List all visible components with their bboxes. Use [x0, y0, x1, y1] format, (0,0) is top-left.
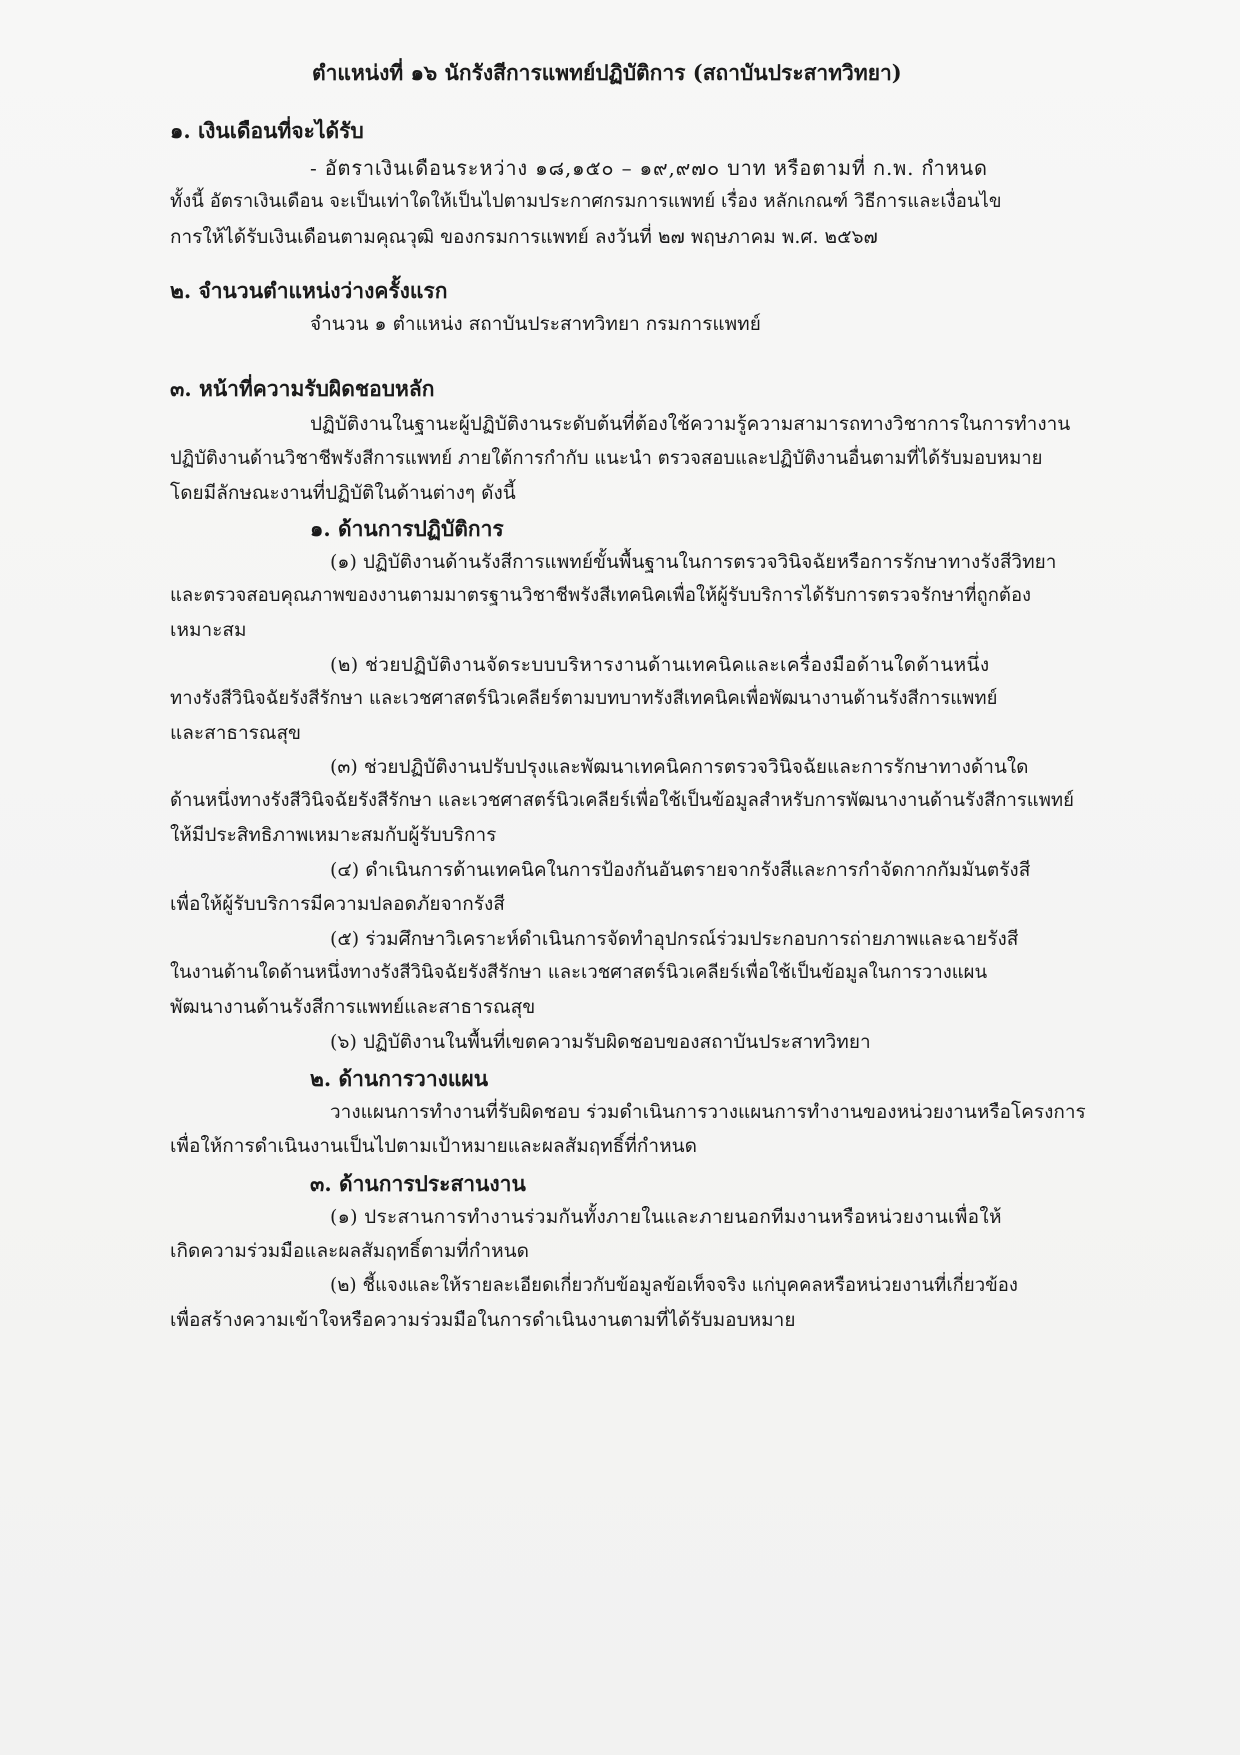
- section-3-heading: ๓. หน้าที่ความรับผิดชอบหลัก: [170, 376, 435, 401]
- coordination-item-2-line-2: เพื่อสร้างความเข้าใจหรือความร่วมมือในการดำเนินงานตามที่ได้รับมอบหมาย: [170, 1309, 796, 1331]
- operations-item-2-line-1: (๒) ช่วยปฏิบัติงานจัดระบบบริหารงานด้านเทคนิคและเครื่องมือด้านใดด้านหนึ่ง: [330, 654, 990, 676]
- planning-heading: ๒. ด้านการวางแผน: [310, 1066, 489, 1091]
- operations-item-5-line-1: (๕) ร่วมศึกษาวิเคราะห์ดำเนินการจัดทำอุปกรณ์ร่วมประกอบการถ่ายภาพและฉายรังสี: [330, 928, 1019, 950]
- operations-item-4-line-1: (๔) ดำเนินการด้านเทคนิคในการป้องกันอันตรายจากรังสีและการกำจัดกากกัมมันตรังสี: [330, 859, 1031, 881]
- operations-item-5-line-3: พัฒนางานด้านรังสีการแพทย์และสาธารณสุข: [170, 996, 536, 1018]
- planning-line-1: วางแผนการทำงานที่รับผิดชอบ ร่วมดำเนินการวางแผนการทำงานของหน่วยงานหรือโครงการ: [330, 1101, 1086, 1123]
- operations-item-3-line-1: (๓) ช่วยปฏิบัติงานปรับปรุงและพัฒนาเทคนิคการตรวจวินิจฉัยและการรักษาทางด้านใด: [330, 756, 1029, 778]
- section-2-heading: ๒. จำนวนตำแหน่งว่างครั้งแรก: [170, 278, 448, 303]
- operations-item-3-line-2: ด้านหนึ่งทางรังสีวินิจฉัยรังสีรักษา และเวชศาสตร์นิวเคลียร์เพื่อใช้เป็นข้อมูลสำหรับการพัฒนางานด้านรังสีการแพทย์: [170, 790, 1074, 811]
- operations-item-5-line-2: ในงานด้านใดด้านหนึ่งทางรังสีวินิจฉัยรังสีรักษา และเวชศาสตร์นิวเคลียร์เพื่อใช้เป็นข้อมูลในการวางแผน: [170, 962, 988, 983]
- operations-item-2-line-3: และสาธารณสุข: [170, 722, 302, 744]
- coordination-item-2-line-1: (๒) ชี้แจงและให้รายละเอียดเกี่ยวกับข้อมูลข้อเท็จจริง แก่บุคคลหรือหน่วยงานที่เกี่ยวข้อง: [330, 1275, 1018, 1296]
- section-1-heading: ๑. เงินเดือนที่จะได้รับ: [170, 118, 364, 143]
- salary-note-line-1: ทั้งนี้ อัตราเงินเดือน จะเป็นเท่าใดให้เป็นไปตามประกาศกรมการแพทย์ เรื่อง หลักเกณฑ์ วิธีการและเงื่อนไข: [170, 191, 1002, 212]
- duties-intro-line-3: โดยมีลักษณะงานที่ปฏิบัติในด้านต่างๆ ดังนี้: [170, 482, 516, 504]
- operations-item-2-line-2: ทางรังสีวินิจฉัยรังสีรักษา และเวชศาสตร์นิวเคลียร์ตามบทบาทรังสีเทคนิคเพื่อพัฒนางานด้านรังสีการแพทย์: [170, 688, 998, 709]
- operations-item-6-line-1: (๖) ปฏิบัติงานในพื้นที่เขตความรับผิดชอบของสถาบันประสาทวิทยา: [330, 1031, 871, 1053]
- operations-heading: ๑. ด้านการปฏิบัติการ: [310, 516, 504, 541]
- planning-line-2: เพื่อให้การดำเนินงานเป็นไปตามเป้าหมายและผลสัมฤทธิ์ที่กำหนด: [170, 1135, 697, 1157]
- coordination-heading: ๓. ด้านการประสานงาน: [310, 1171, 526, 1196]
- operations-item-3-line-3: ให้มีประสิทธิภาพเหมาะสมกับผู้รับบริการ: [170, 824, 497, 846]
- coordination-item-1-line-1: (๑) ประสานการทำงานร่วมกันทั้งภายในและภายนอกทีมงานหรือหน่วยงานเพื่อให้: [330, 1206, 1002, 1228]
- salary-note-line-2: การให้ได้รับเงินเดือนตามคุณวุฒิ ของกรมการแพทย์ ลงวันที่ ๒๗ พฤษภาคม พ.ศ. ๒๕๖๗: [170, 226, 878, 248]
- operations-item-1-line-3: เหมาะสม: [170, 619, 247, 641]
- duties-intro-line-1: ปฏิบัติงานในฐานะผู้ปฏิบัติงานระดับต้นที่ต้องใช้ความรู้ความสามารถทางวิชาการในการทำงาน: [310, 413, 1071, 435]
- operations-item-4-line-2: เพื่อให้ผู้รับบริการมีความปลอดภัยจากรังสี: [170, 893, 505, 915]
- coordination-item-1-line-2: เกิดความร่วมมือและผลสัมฤทธิ์ตามที่กำหนด: [170, 1240, 529, 1262]
- vacancy-count-line: จำนวน ๑ ตำแหน่ง สถาบันประสาทวิทยา กรมการแพทย์: [310, 313, 761, 335]
- operations-item-1-line-2: และตรวจสอบคุณภาพของงานตามมาตรฐานวิชาชีพรังสีเทคนิคเพื่อให้ผู้รับบริการได้รับการตรวจรักษาที่ถูกต้อง: [170, 585, 1032, 606]
- duties-intro-line-2: ปฏิบัติงานด้านวิชาชีพรังสีการแพทย์ ภายใต้การกำกับ แนะนำ ตรวจสอบและปฏิบัติงานอื่นตามที่ได้รับมอบหมาย: [170, 448, 1043, 469]
- document-title: ตำแหน่งที่ ๑๖ นักรังสีการแพทย์ปฏิบัติการ (สถาบันประสาทวิทยา): [312, 60, 902, 85]
- operations-item-1-line-1: (๑) ปฏิบัติงานด้านรังสีการแพทย์ขั้นพื้นฐานในการตรวจวินิจฉัยหรือการรักษาทางรังสีวิทยา: [330, 551, 1057, 573]
- salary-range-line: - อัตราเงินเดือนระหว่าง ๑๘,๑๕๐ – ๑๙,๙๗๐ บาท หรือตามที่ ก.พ. กำหนด: [310, 156, 988, 180]
